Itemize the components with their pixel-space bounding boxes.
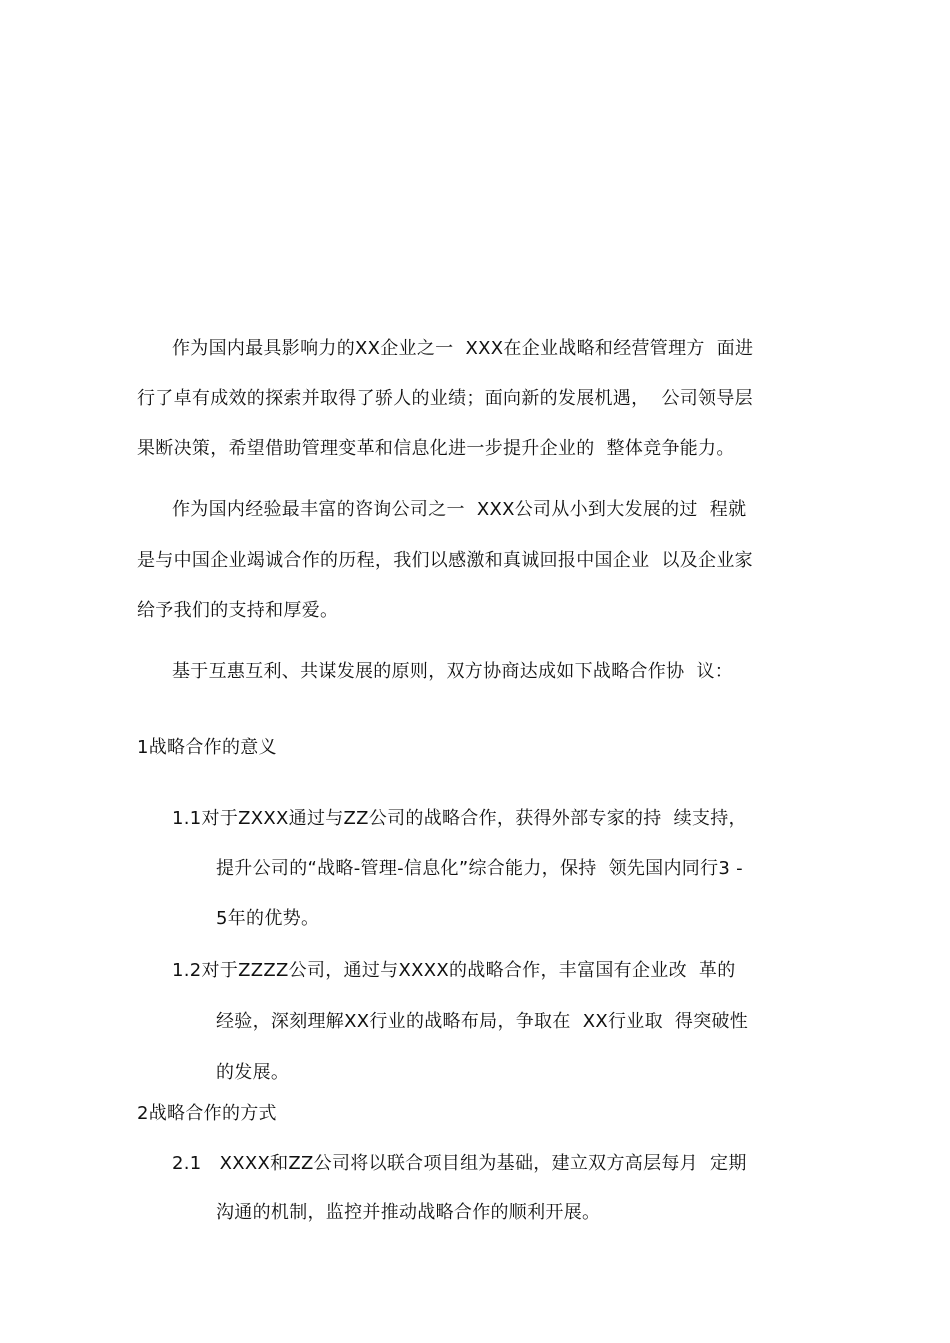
- intro-paragraph-1-line-2: 行了卓有成效的探索并取得了骄人的业绩；面向新的发展机遇， 公司领导层: [137, 388, 753, 409]
- item-1-2-line-2: 经验，深刻理解XX行业的战略布局，争取在 XX行业取 得突破性: [216, 1011, 749, 1032]
- intro-paragraph-2-line-3: 给予我们的支持和厚爱。: [137, 600, 339, 621]
- item-2-1-line-2: 沟通的机制，监控并推动战略合作的顺利开展。: [216, 1202, 601, 1223]
- section-2-heading: 2战略合作的方式: [137, 1103, 277, 1124]
- item-2-1-line-1: 2.1 XXXX和ZZ公司将以联合项目组为基础，建立双方高层每月 定期: [172, 1153, 747, 1174]
- intro-paragraph-2-line-2: 是与中国企业竭诚合作的历程，我们以感激和真诚回报中国企业 以及企业家: [137, 550, 753, 571]
- item-1-1-line-3: 5年的优势。: [216, 908, 320, 929]
- item-1-1-line-2: 提升公司的“战略-管理-信息化”综合能力，保持 领先国内同行3 -: [216, 858, 743, 879]
- intro-paragraph-3-line-1: 基于互惠互利、共谋发展的原则，双方协商达成如下战略合作协 议：: [172, 661, 734, 682]
- intro-paragraph-2-line-1: 作为国内经验最丰富的咨询公司之一 XXX公司从小到大发展的过 程就: [172, 499, 747, 520]
- intro-paragraph-1-line-3: 果断决策，希望借助管理变革和信息化进一步提升企业的 整体竞争能力。: [137, 438, 735, 459]
- item-1-1-line-1: 1.1对于ZXXX通过与ZZ公司的战略合作，获得外部专家的持 续支持，: [172, 808, 747, 829]
- item-1-2-line-3: 的发展。: [216, 1062, 290, 1083]
- section-1-heading: 1战略合作的意义: [137, 737, 277, 758]
- intro-paragraph-1-line-1: 作为国内最具影响力的XX企业之一 XXX在企业战略和经营管理方 面进: [172, 338, 754, 359]
- item-1-2-line-1: 1.2对于ZZZZ公司，通过与XXXX的战略合作，丰富国有企业改 革的: [172, 960, 736, 981]
